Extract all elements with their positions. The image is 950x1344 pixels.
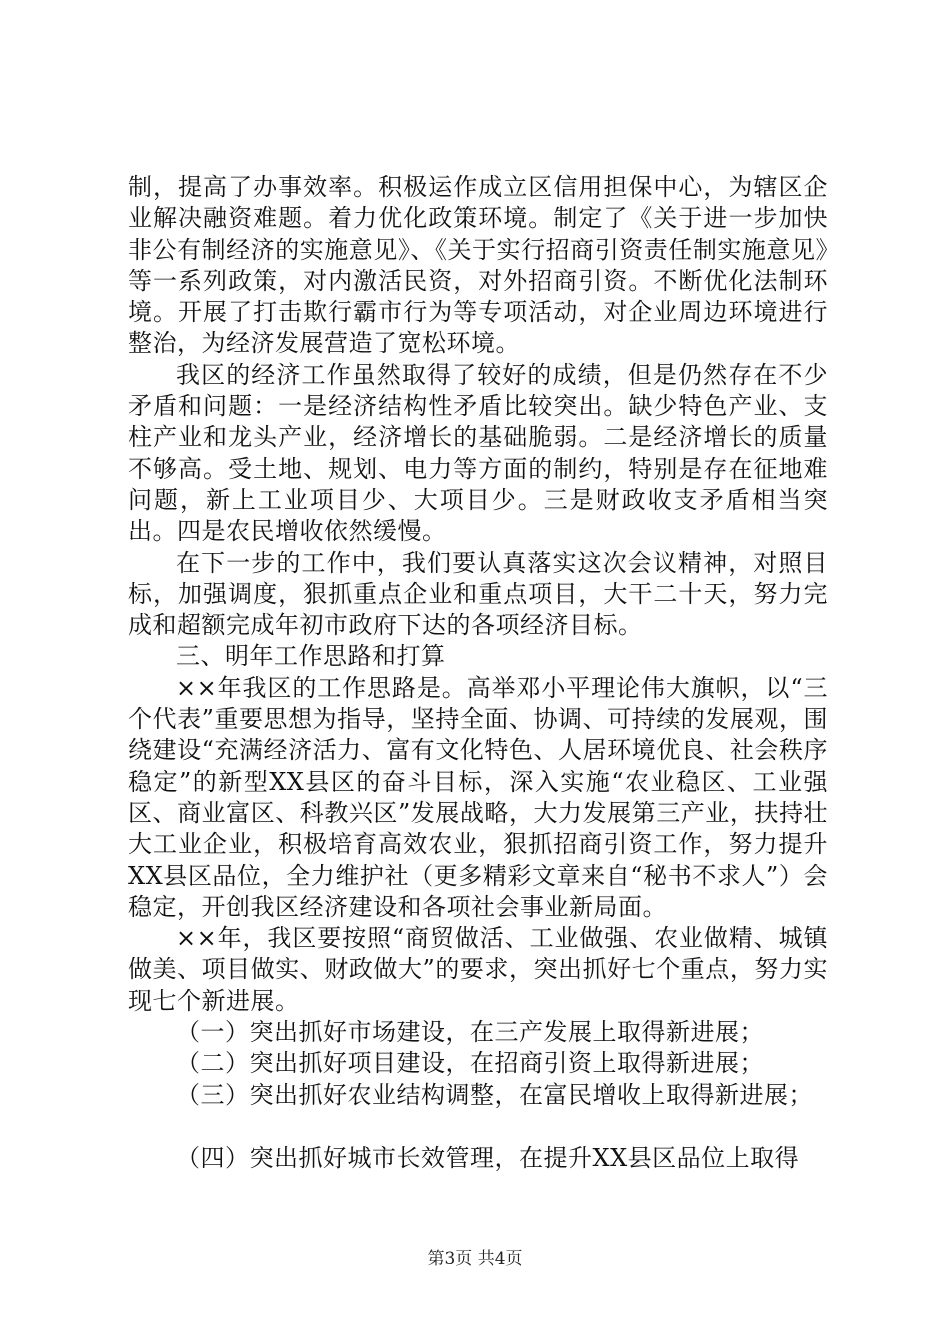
paragraph-problems: 我区的经济工作虽然取得了较好的成绩，但是仍然存在不少矛盾和问题：一是经济结构性矛盾比较突出。缺少特色产业、支柱产业和龙头产业，经济增长的基础脆弱。二是经济增长的质量不够高。受土地、规划、电力等方面的制约，特别是存在征地难问题，新上工业项目少、大项目少。三是财政收支矛盾相当突出。四是农民增收依然缓慢。 (128, 360, 828, 546)
list-item-4: （四）突出抓好城市长效管理，在提升XX县区品位上取得 (176, 1143, 800, 1172)
list-item-1: （一）突出抓好市场建设，在三产发展上取得新进展； (176, 1018, 764, 1047)
list-item-2: （二）突出抓好项目建设，在招商引资上取得新进展； (176, 1049, 764, 1078)
paragraph-requirements: ××年，我区要按照“商贸做活、工业做强、农业做精、城镇做美、项目做实、财政做大”的要求，突出抓好七个重点，努力实现七个新进展。 (128, 924, 828, 1015)
document-body (128, 172, 828, 1174)
list-item-3: （三）突出抓好农业结构调整，在富民增收上取得新进展； (176, 1080, 813, 1109)
paragraph-continuation: 制，提高了办事效率。积极运作成立区信用担保中心，为辖区企业解决融资难题。着力优化政策环境。制定了《关于进一步加快非公有制经济的实施意见》、《关于实行招商引资责任制实施意见》等一系列政策，对内激活民资，对外招商引资。不断优化法制环境。开展了打击欺行霸市行为等专项活动，对企业周边环境进行整治，为经济发展营造了宽松环境。 (128, 173, 828, 358)
page-footer: 第3页 共4页 (427, 1249, 523, 1269)
paragraph-next-steps: 在下一步的工作中，我们要认真落实这次会议精神，对照目标，加强调度，狠抓重点企业和重点项目，大干二十天，努力完成和超额完成年初市政府下达的各项经济目标。 (128, 548, 828, 640)
paragraph-work-ideas: ××年我区的工作思路是。高举邓小平理论伟大旗帜，以“三个代表”重要思想为指导，坚持全面、协调、可持续的发展观，围绕建设“充满经济活力、富有文化特色、人居环境优良、社会秩序稳定”的新型XX县区的奋斗目标，深入实施“农业稳区、工业强区、商业富区、科教兴区”发展战略，大力发展第三产业，扶持壮大工业企业，积极培育高效农业，狠抓招商引资工作，努力提升XX县区品位，全力维护社（更多精彩文章来自“秘书不求人”）会稳定，开创我区经济建设和各项社会事业新局面。 (128, 673, 828, 921)
section-heading: 三、明年工作思路和打算 (176, 642, 446, 671)
